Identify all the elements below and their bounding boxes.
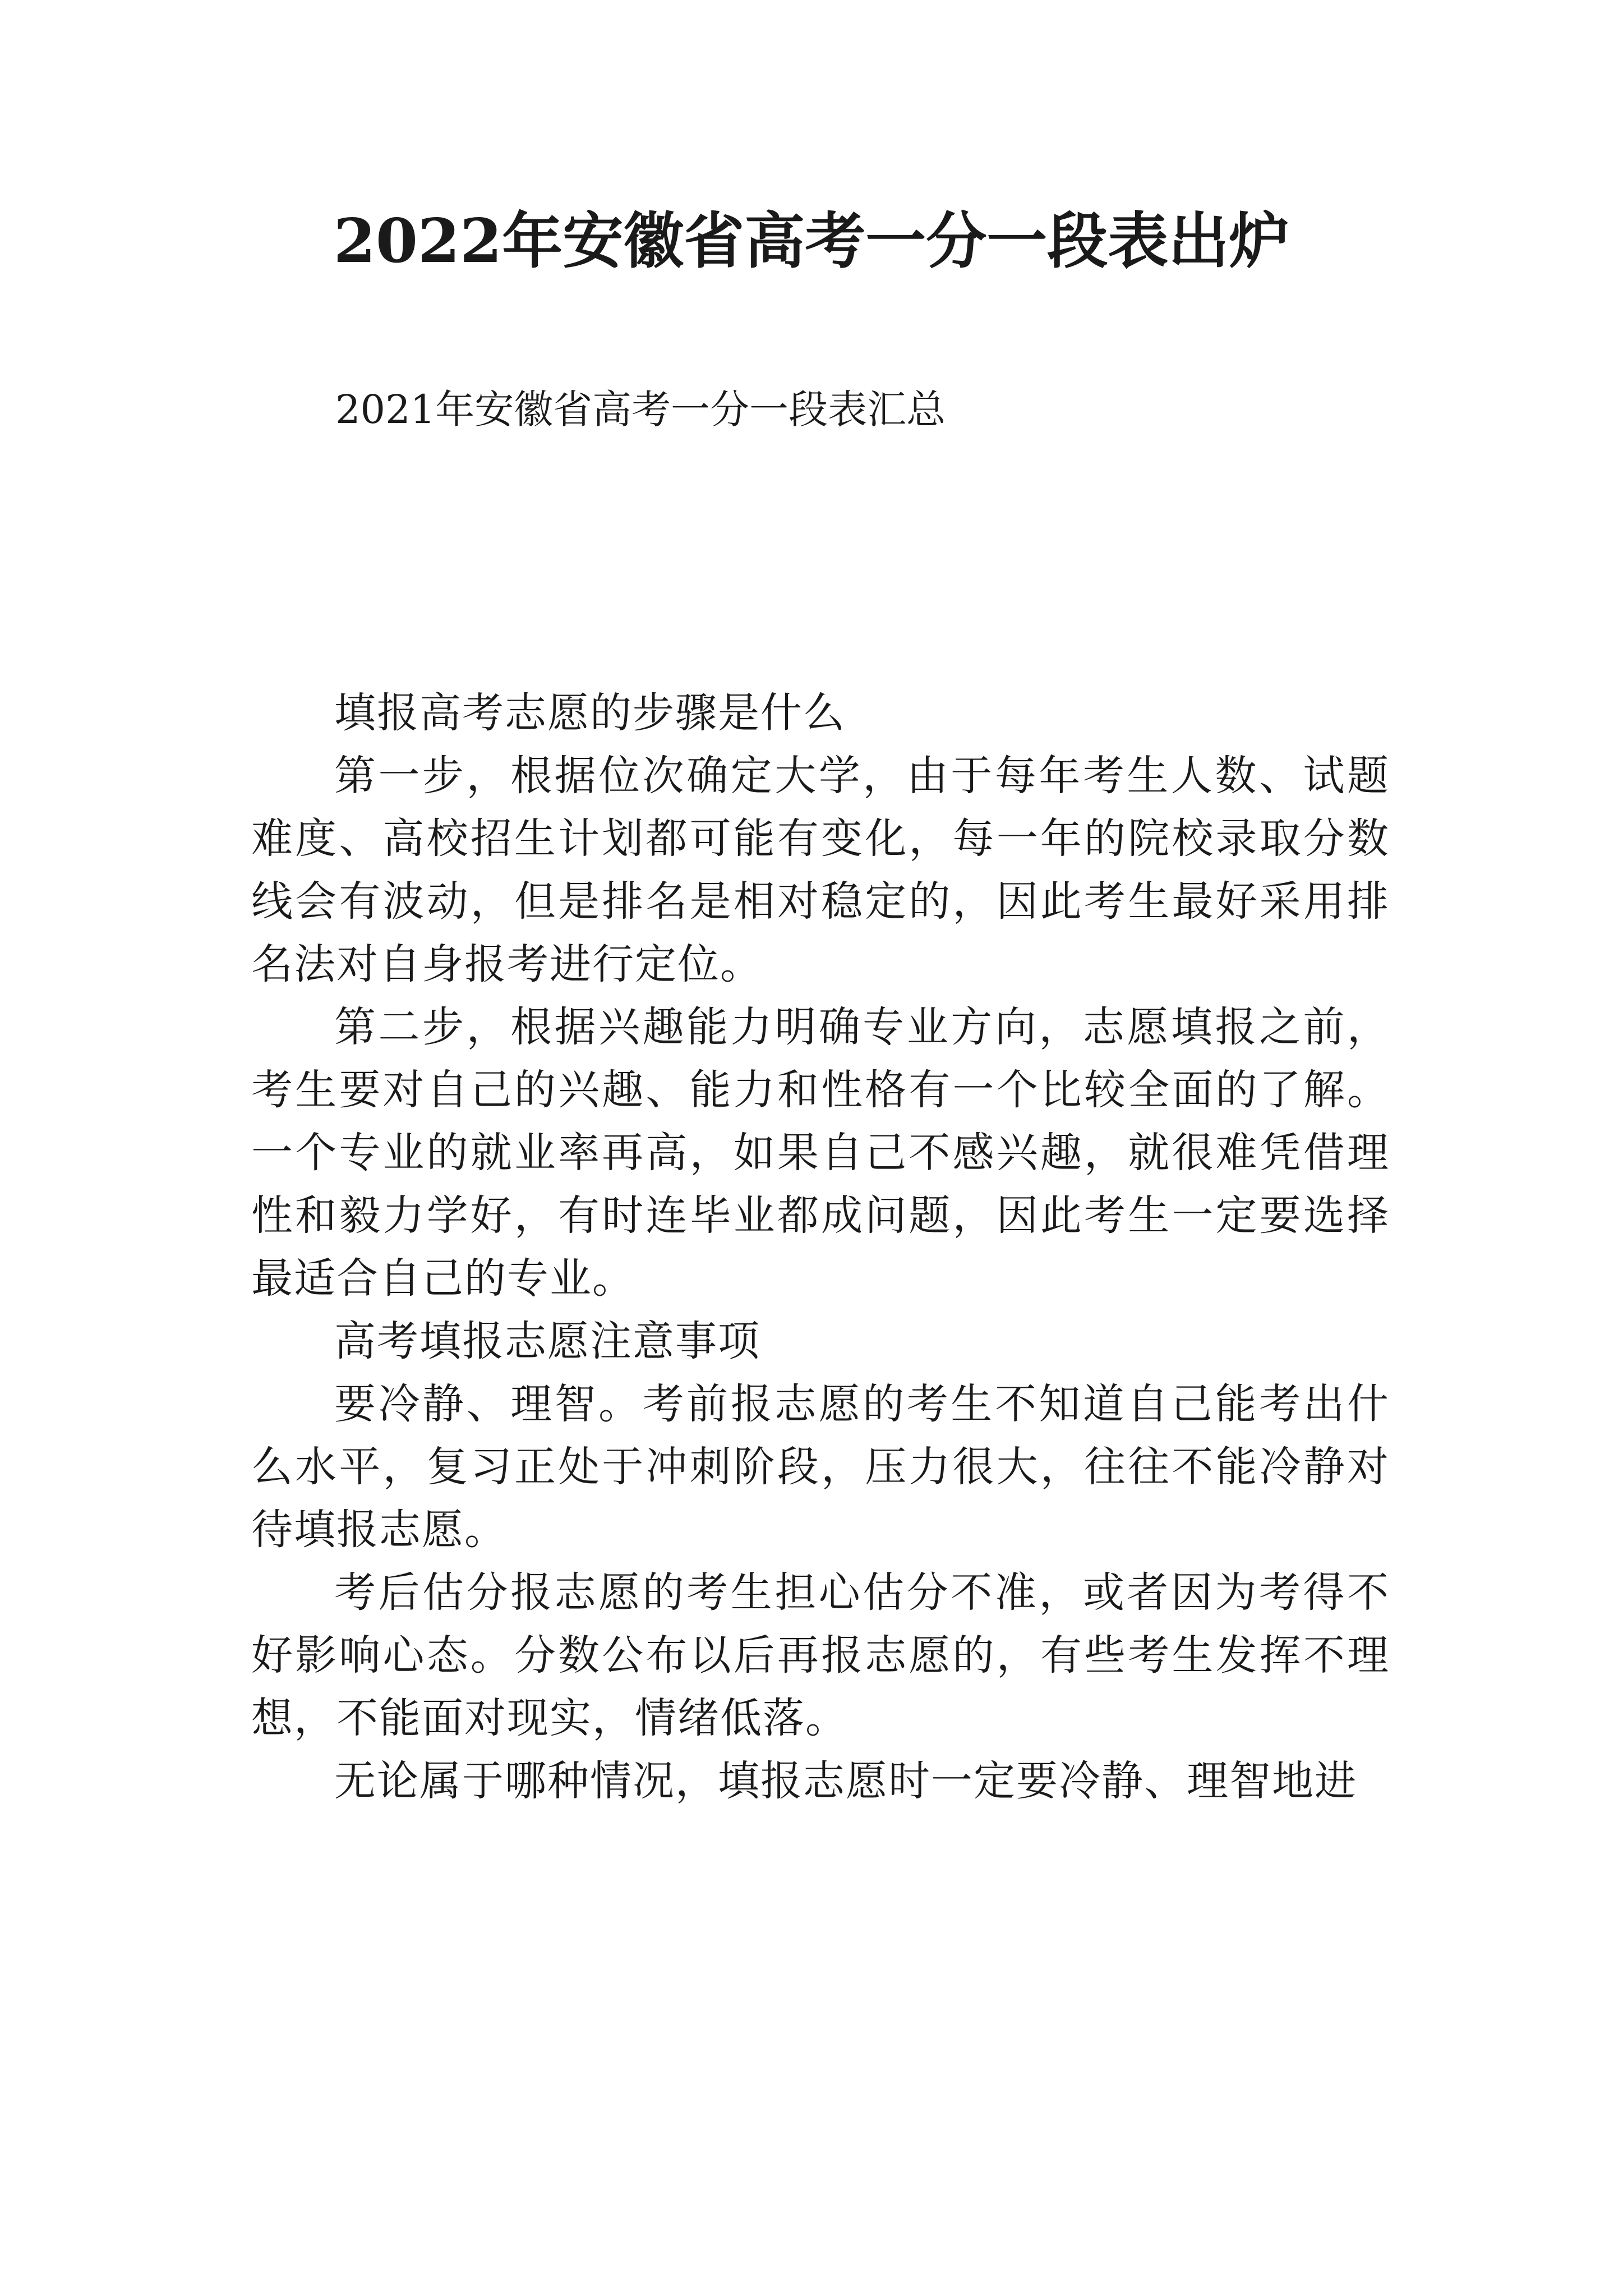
paragraph-after-exam: 考后估分报志愿的考生担心估分不准，或者因为考得不好影响心态。分数公布以后再报志愿的，有些考生发挥不理想，不能面对现实，情绪低落。	[251, 1568, 1390, 1742]
section-heading-notes: 高考填报志愿注意事项	[334, 1317, 760, 1365]
paragraph-step-two: 第二步，根据兴趣能力明确专业方向，志愿填报之前，考生要对自己的兴趣、能力和性格有一个比较全面的了解。一个专业的就业率再高，如果自己不感兴趣，就很难凭借理性和毅力学好，有时连毕业都成问题，因此考生一定要选择最适合自己的专业。	[251, 1003, 1390, 1303]
section-heading-steps: 填报高考志愿的步骤是什么	[334, 689, 846, 737]
paragraph-regardless: 无论属于哪种情况，填报志愿时一定要冷静、理智地进	[334, 1757, 1357, 1805]
paragraph-step-one: 第一步，根据位次确定大学，由于每年考生人数、试题难度、高校招生计划都可能有变化，每一年的院校录取分数线会有波动，但是排名是相对稳定的，因此考生最好采用排名法对自身报考进行定位。	[251, 752, 1390, 988]
document-subtitle: 2021年安徽省高考一分一段表汇总	[335, 386, 946, 432]
paragraph-stay-calm: 要冷静、理智。考前报志愿的考生不知道自己能考出什么水平，复习正处于冲刺阶段，压力很大，往往不能冷静对待填报志愿。	[251, 1380, 1390, 1554]
document-title: 2022年安徽省高考一分一段表出炉	[333, 206, 1290, 277]
document-body	[251, 682, 1390, 1812]
